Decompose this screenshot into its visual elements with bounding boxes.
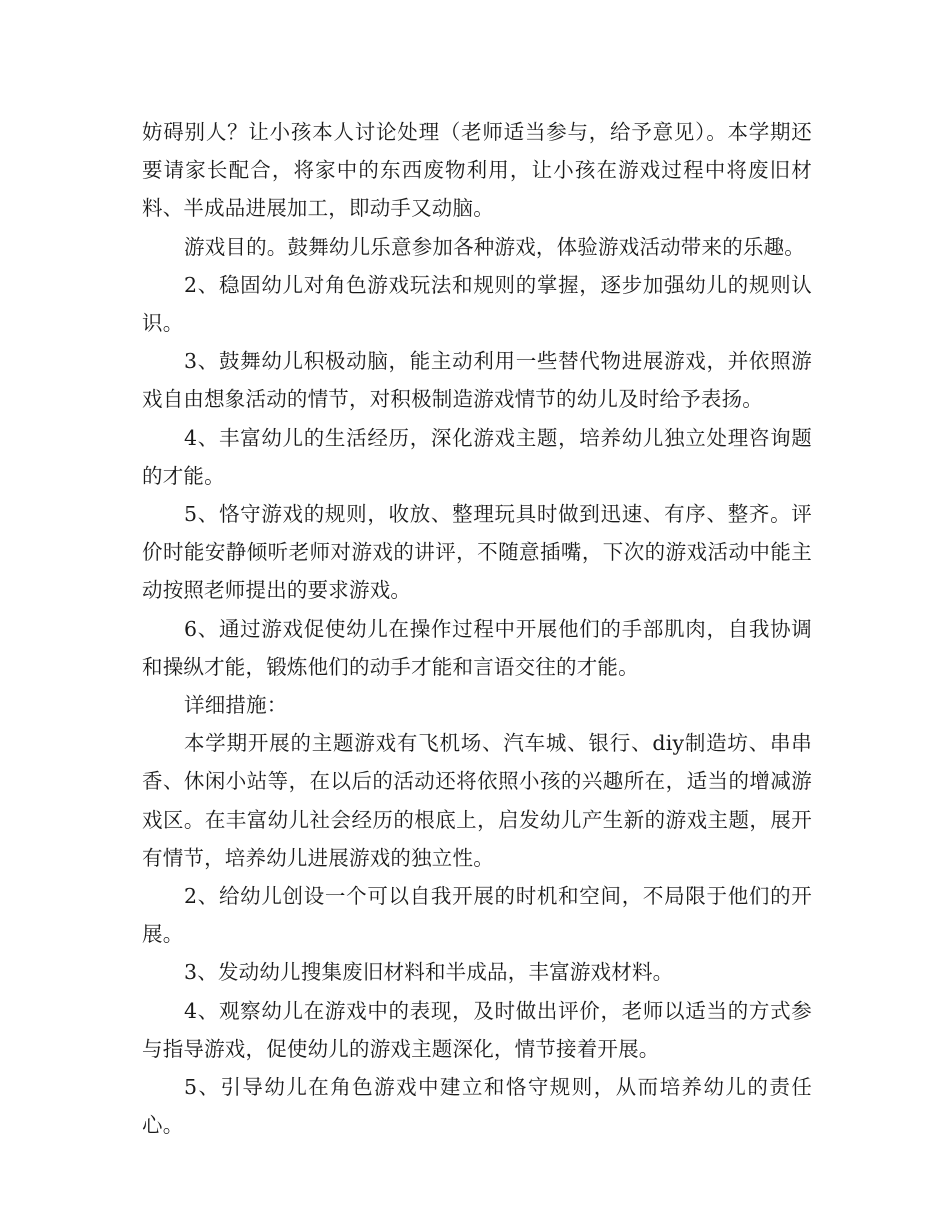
paragraph-goal-4: 4、丰富幼儿的生活经历，深化游戏主题，培养幼儿独立处理咨询题的才能。 [142, 425, 812, 488]
paragraph-measure-2: 2、给幼儿创设一个可以自我开展的时机和空间，不局限于他们的开展。 [142, 884, 812, 947]
paragraph-goal-2: 2、稳固幼儿对角色游戏玩法和规则的掌握，逐步加强幼儿的规则认识。 [142, 272, 812, 336]
paragraph-measure-4: 4、观察幼儿在游戏中的表现，及时做出评价，老师以适当的方式参与指导游戏，促使幼儿的游戏主题深化，情节接着开展。 [142, 998, 812, 1061]
paragraph-measure-1: 本学期开展的主题游戏有飞机场、汽车城、银行、diy制造坊、串串香、休闲小站等，在以后的活动还将依照小孩的兴趣所在，适当的增减游戏区。在丰富幼儿社会经历的根底上，启发幼儿产生新的游戏主题，展开有情节，培养幼儿进展游戏的独立性。 [142, 731, 812, 870]
section-heading-measures: 详细措施： [184, 693, 288, 718]
paragraph-measure-3: 3、发动幼儿搜集废旧材料和半成品，丰富游戏材料。 [184, 960, 674, 985]
paragraph-goal-6: 6、通过游戏促使幼儿在操作过程中开展他们的手部肌肉，自我协调和操纵才能，锻炼他们的动手才能和言语交往的才能。 [142, 616, 812, 679]
paragraph-measure-5: 5、引导幼儿在角色游戏中建立和恪守规则，从而培养幼儿的责任心。 [142, 1075, 812, 1138]
paragraph-goal-3: 3、鼓舞幼儿积极动脑，能主动利用一些替代物进展游戏，并依照游戏自由想象活动的情节，对积极制造游戏情节的幼儿及时给予表扬。 [142, 349, 812, 412]
paragraph-continuation: 妨碍别人？让小孩本人讨论处理（老师适当参与，给予意见）。本学期还要请家长配合，将家中的东西废物利用，让小孩在游戏过程中将废旧材料、半成品进展加工，即动手又动脑。 [142, 120, 812, 221]
paragraph-game-goal: 游戏目的。鼓舞幼儿乐意参加各种游戏，体验游戏活动带来的乐趣。 [184, 234, 805, 259]
document-body [142, 113, 812, 1144]
paragraph-goal-5: 5、恪守游戏的规则，收放、整理玩具时做到迅速、有序、整齐。评价时能安静倾听老师对游戏的讲评，不随意插嘴，下次的游戏活动中能主动按照老师提出的要求游戏。 [142, 502, 812, 603]
